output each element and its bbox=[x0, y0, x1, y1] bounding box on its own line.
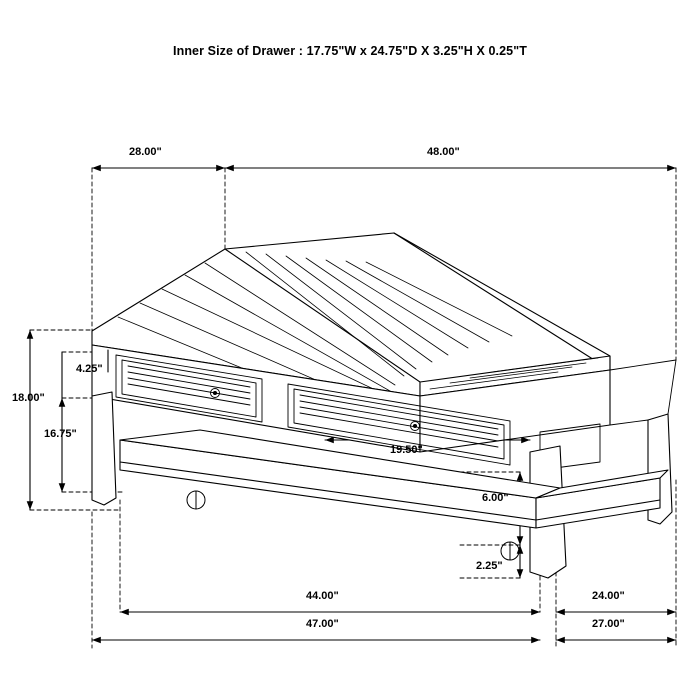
dim-label-shelf-clearance: 6.00" bbox=[482, 492, 509, 504]
dim-label-caster-height: 2.25" bbox=[476, 560, 503, 572]
dim-label-overall-front-width: 47.00" bbox=[306, 618, 339, 630]
dim-label-overall-height: 18.00" bbox=[12, 392, 45, 404]
dim-label-overall-depth: 27.00" bbox=[592, 618, 625, 630]
dim-label-bottom-front-width: 44.00" bbox=[306, 590, 339, 602]
dim-label-drawer-width: 19.50" bbox=[390, 444, 423, 456]
dim-label-top-right-span: 48.00" bbox=[427, 146, 460, 158]
dim-label-top-left-span: 28.00" bbox=[129, 146, 162, 158]
page-title: Inner Size of Drawer : 17.75"W x 24.75"D X 3.25"H X 0.25"T bbox=[173, 44, 527, 58]
dim-label-height-to-underside: 16.75" bbox=[44, 428, 77, 440]
dim-label-drawer-front-height: 4.25" bbox=[76, 363, 103, 375]
dim-label-bottom-front-depth: 24.00" bbox=[592, 590, 625, 602]
